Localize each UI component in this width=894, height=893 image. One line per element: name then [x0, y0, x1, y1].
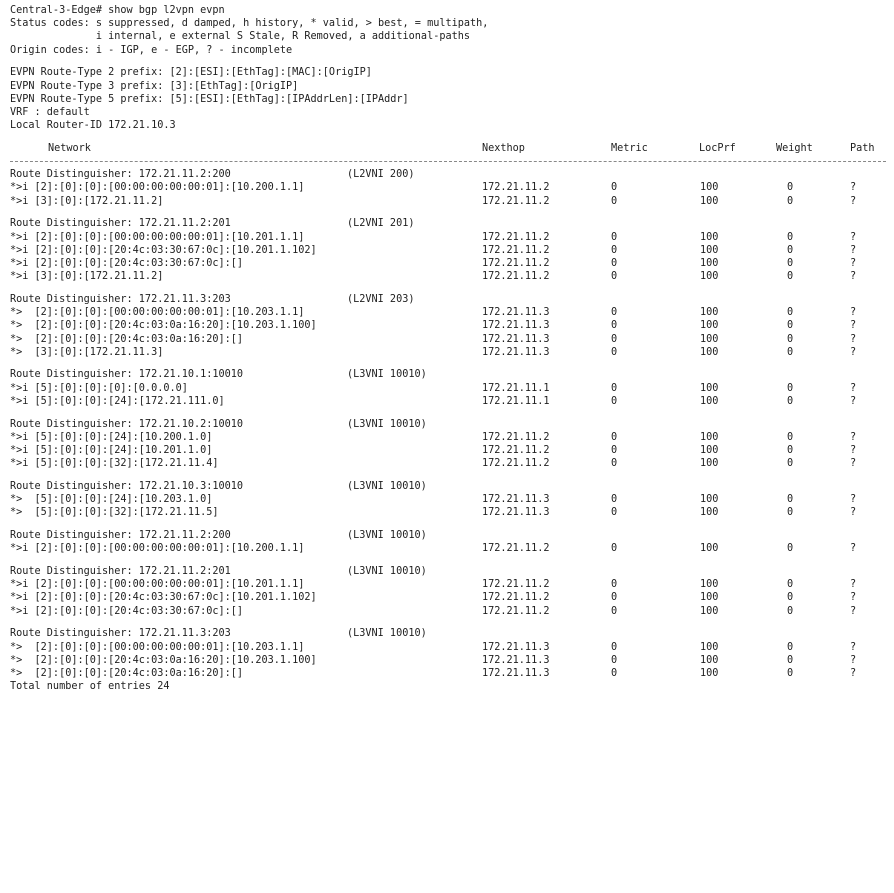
col-weight: Weight	[776, 142, 813, 154]
route-path: ?	[850, 257, 857, 269]
route-metric: 0	[611, 605, 618, 617]
vni-label: (L3VNI 10010)	[347, 628, 427, 640]
route-locprf: 100	[700, 494, 719, 506]
route-metric: 0	[611, 494, 618, 506]
route-path: ?	[850, 271, 857, 283]
route-row	[0, 346, 894, 359]
route-path: ?	[850, 320, 857, 332]
route-weight: 0	[787, 592, 794, 604]
route-metric: 0	[611, 182, 618, 194]
route-distinguisher-row	[0, 529, 894, 542]
route-distinguisher-row	[0, 217, 894, 230]
route-nexthop: 172.21.11.2	[482, 431, 550, 443]
route-weight: 0	[787, 271, 794, 283]
command-prompt	[0, 4, 894, 17]
route-metric: 0	[611, 431, 618, 443]
route-nexthop: 172.21.11.2	[482, 445, 550, 456]
route-network: *> [5]:[0]:[0]:[24]:[10.203.1.0]	[10, 494, 213, 506]
route-distinguisher: Route Distinguisher: 172.21.11.2:201	[10, 566, 231, 578]
route-path: ?	[850, 307, 857, 319]
route-row	[0, 641, 894, 654]
route-network: *>i [2]:[0]:[0]:[00:00:00:00:00:01]:[10.201.1.1]	[10, 579, 305, 591]
route-nexthop: 172.21.11.3	[482, 668, 550, 679]
route-row	[0, 244, 894, 257]
route-locprf: 100	[700, 346, 719, 358]
route-locprf: 100	[700, 320, 719, 332]
route-locprf: 100	[700, 271, 719, 283]
route-metric: 0	[611, 307, 618, 319]
route-weight: 0	[787, 182, 794, 194]
route-network: *> [2]:[0]:[0]:[20:4c:03:0a:16:20]:[]	[10, 333, 244, 345]
vni-label: (L3VNI 10010)	[347, 369, 427, 381]
route-locprf: 100	[700, 592, 719, 604]
route-row	[0, 444, 894, 457]
route-locprf: 100	[700, 244, 719, 256]
route-nexthop: 172.21.11.3	[482, 307, 550, 319]
route-distinguisher: Route Distinguisher: 172.21.11.3:203	[10, 293, 231, 305]
route-row	[0, 457, 894, 470]
route-network: *> [5]:[0]:[0]:[32]:[172.21.11.5]	[10, 507, 219, 519]
route-distinguisher: Route Distinguisher: 172.21.10.3:10010	[10, 480, 244, 492]
route-network: *>i [2]:[0]:[0]:[20:4c:03:30:67:0c]:[]	[10, 257, 244, 269]
route-metric: 0	[611, 333, 618, 345]
route-row	[0, 542, 894, 555]
route-distinguisher: Route Distinguisher: 172.21.11.2:200	[10, 530, 231, 542]
route-path: ?	[850, 592, 857, 604]
route-network: *>i [2]:[0]:[0]:[00:00:00:00:00:01]:[10.200.1.1]	[10, 182, 305, 194]
route-metric: 0	[611, 543, 618, 555]
route-nexthop: 172.21.11.1	[482, 395, 550, 407]
route-locprf: 100	[700, 382, 719, 394]
route-path: ?	[850, 382, 857, 394]
status-codes-line: Status codes: s suppressed, d damped, h history, * valid, > best, = multipath,	[10, 18, 489, 30]
vni-label: (L3VNI 10010)	[347, 530, 427, 542]
vni-label: (L2VNI 201)	[347, 218, 415, 230]
route-nexthop: 172.21.11.3	[482, 346, 550, 358]
route-row	[0, 506, 894, 519]
route-path: ?	[850, 431, 857, 443]
route-distinguisher-row	[0, 368, 894, 381]
route-nexthop: 172.21.11.2	[482, 543, 550, 555]
route-path: ?	[850, 494, 857, 506]
route-nexthop: 172.21.11.3	[482, 654, 550, 666]
route-nexthop: 172.21.11.2	[482, 257, 550, 269]
col-metric: Metric	[611, 142, 648, 154]
vni-label: (L3VNI 10010)	[347, 480, 427, 492]
route-metric: 0	[611, 579, 618, 591]
route-path: ?	[850, 231, 857, 243]
route-path: ?	[850, 654, 857, 666]
route-path: ?	[850, 543, 857, 555]
route-nexthop: 172.21.11.1	[482, 382, 550, 394]
route-path: ?	[850, 195, 857, 207]
total-entries-line: Total number of entries 24	[10, 681, 170, 693]
route-metric: 0	[611, 346, 618, 358]
route-path: ?	[850, 507, 857, 519]
route-nexthop: 172.21.11.2	[482, 195, 550, 207]
route-distinguisher-row	[0, 293, 894, 306]
route-weight: 0	[787, 668, 794, 679]
route-row	[0, 306, 894, 319]
route-network: *> [2]:[0]:[0]:[20:4c:03:0a:16:20]:[]	[10, 668, 244, 679]
route-nexthop: 172.21.11.2	[482, 458, 550, 470]
route-path: ?	[850, 244, 857, 256]
route-path: ?	[850, 579, 857, 591]
vrf-line: VRF : default	[10, 106, 90, 118]
route-nexthop: 172.21.11.3	[482, 641, 550, 653]
route-metric: 0	[611, 641, 618, 653]
route-locprf: 100	[700, 668, 719, 679]
route-metric: 0	[611, 668, 618, 679]
route-weight: 0	[787, 605, 794, 617]
route-nexthop: 172.21.11.3	[482, 507, 550, 519]
route-row	[0, 578, 894, 591]
route-locprf: 100	[700, 231, 719, 243]
route-locprf: 100	[700, 445, 719, 456]
route-metric: 0	[611, 382, 618, 394]
route-distinguisher: Route Distinguisher: 172.21.11.3:203	[10, 628, 231, 640]
col-network: Network	[48, 142, 91, 154]
router-id-line: Local Router-ID 172.21.10.3	[10, 120, 176, 132]
route-path: ?	[850, 668, 857, 679]
route-row	[0, 195, 894, 208]
route-weight: 0	[787, 346, 794, 358]
route-locprf: 100	[700, 579, 719, 591]
route-locprf: 100	[700, 333, 719, 345]
col-path: Path	[850, 142, 875, 154]
route-path: ?	[850, 445, 857, 456]
route-locprf: 100	[700, 195, 719, 207]
route-network: *>i [3]:[0]:[172.21.11.2]	[10, 195, 164, 207]
route-distinguisher-row	[0, 627, 894, 640]
route-network: *>i [2]:[0]:[0]:[20:4c:03:30:67:0c]:[10.201.1.102]	[10, 592, 317, 604]
route-locprf: 100	[700, 458, 719, 470]
route-distinguisher: Route Distinguisher: 172.21.11.2:201	[10, 218, 231, 230]
route-path: ?	[850, 333, 857, 345]
route-weight: 0	[787, 320, 794, 332]
route-table	[0, 168, 894, 680]
status-codes-line: i internal, e external S Stale, R Removed, a additional-paths	[10, 31, 471, 43]
route-row	[0, 382, 894, 395]
vni-label: (L2VNI 200)	[347, 169, 415, 181]
route-weight: 0	[787, 231, 794, 243]
route-network: *>i [5]:[0]:[0]:[24]:[172.21.111.0]	[10, 395, 225, 407]
route-nexthop: 172.21.11.2	[482, 231, 550, 243]
route-nexthop: 172.21.11.3	[482, 494, 550, 506]
route-metric: 0	[611, 257, 618, 269]
route-locprf: 100	[700, 507, 719, 519]
route-distinguisher: Route Distinguisher: 172.21.10.2:10010	[10, 418, 244, 430]
route-metric: 0	[611, 231, 618, 243]
route-row	[0, 493, 894, 506]
route-network: *> [2]:[0]:[0]:[20:4c:03:0a:16:20]:[10.203.1.100]	[10, 654, 317, 666]
route-weight: 0	[787, 382, 794, 394]
route-metric: 0	[611, 271, 618, 283]
route-network: *>i [2]:[0]:[0]:[20:4c:03:30:67:0c]:[]	[10, 605, 244, 617]
route-distinguisher-row	[0, 480, 894, 493]
route-network: *>i [2]:[0]:[0]:[00:00:00:00:00:01]:[10.200.1.1]	[10, 543, 305, 555]
route-network: *>i [5]:[0]:[0]:[24]:[10.201.1.0]	[10, 445, 213, 456]
route-weight: 0	[787, 395, 794, 407]
route-row	[0, 605, 894, 618]
route-nexthop: 172.21.11.3	[482, 320, 550, 332]
route-row	[0, 270, 894, 283]
route-path: ?	[850, 182, 857, 194]
route-network: *> [2]:[0]:[0]:[00:00:00:00:00:01]:[10.203.1.1]	[10, 641, 305, 653]
prefix-line: EVPN Route-Type 5 prefix: [5]:[ESI]:[EthTag]:[IPAddrLen]:[IPAddr]	[10, 93, 409, 105]
route-weight: 0	[787, 195, 794, 207]
col-locprf: LocPrf	[699, 142, 736, 154]
route-locprf: 100	[700, 654, 719, 666]
vni-label: (L3VNI 10010)	[347, 566, 427, 578]
route-path: ?	[850, 458, 857, 470]
route-weight: 0	[787, 445, 794, 456]
prefix-line: EVPN Route-Type 2 prefix: [2]:[ESI]:[EthTag]:[MAC]:[OrigIP]	[10, 67, 372, 79]
route-distinguisher-row	[0, 565, 894, 578]
route-row	[0, 319, 894, 332]
route-network: *>i [2]:[0]:[0]:[00:00:00:00:00:01]:[10.201.1.1]	[10, 231, 305, 243]
prompt-text: Central-3-Edge# show bgp l2vpn evpn	[10, 5, 225, 16]
prefix-line: EVPN Route-Type 3 prefix: [3]:[EthTag]:[OrigIP]	[10, 80, 299, 92]
route-weight: 0	[787, 507, 794, 519]
route-row	[0, 431, 894, 444]
route-locprf: 100	[700, 431, 719, 443]
route-nexthop: 172.21.11.3	[482, 333, 550, 345]
route-locprf: 100	[700, 257, 719, 269]
route-weight: 0	[787, 307, 794, 319]
route-locprf: 100	[700, 641, 719, 653]
route-locprf: 100	[700, 543, 719, 555]
route-row	[0, 667, 894, 680]
route-nexthop: 172.21.11.2	[482, 605, 550, 617]
route-network: *>i [2]:[0]:[0]:[20:4c:03:30:67:0c]:[10.201.1.102]	[10, 244, 317, 256]
route-network: *> [2]:[0]:[0]:[00:00:00:00:00:01]:[10.203.1.1]	[10, 307, 305, 319]
route-nexthop: 172.21.11.2	[482, 244, 550, 256]
route-weight: 0	[787, 494, 794, 506]
route-row	[0, 333, 894, 346]
route-nexthop: 172.21.11.2	[482, 579, 550, 591]
route-row	[0, 181, 894, 194]
route-weight: 0	[787, 579, 794, 591]
route-weight: 0	[787, 458, 794, 470]
route-distinguisher: Route Distinguisher: 172.21.10.1:10010	[10, 369, 244, 381]
route-metric: 0	[611, 654, 618, 666]
route-metric: 0	[611, 395, 618, 407]
route-path: ?	[850, 346, 857, 358]
route-metric: 0	[611, 195, 618, 207]
route-network: *>i [5]:[0]:[0]:[0]:[0.0.0.0]	[10, 382, 188, 394]
origin-codes-line: Origin codes: i - IGP, e - EGP, ? - incomplete	[10, 44, 293, 56]
route-locprf: 100	[700, 395, 719, 407]
route-weight: 0	[787, 333, 794, 345]
route-locprf: 100	[700, 307, 719, 319]
route-path: ?	[850, 641, 857, 653]
route-network: *>i [5]:[0]:[0]:[24]:[10.200.1.0]	[10, 431, 213, 443]
route-locprf: 100	[700, 182, 719, 194]
route-network: *> [2]:[0]:[0]:[20:4c:03:0a:16:20]:[10.203.1.100]	[10, 320, 317, 332]
route-weight: 0	[787, 257, 794, 269]
col-nexthop: Nexthop	[482, 142, 525, 154]
route-weight: 0	[787, 543, 794, 555]
route-distinguisher: Route Distinguisher: 172.21.11.2:200	[10, 169, 231, 181]
separator-line	[0, 155, 894, 168]
route-weight: 0	[787, 654, 794, 666]
route-nexthop: 172.21.11.2	[482, 271, 550, 283]
route-metric: 0	[611, 592, 618, 604]
route-row	[0, 591, 894, 604]
route-distinguisher-row	[0, 168, 894, 181]
route-row	[0, 231, 894, 244]
route-row	[0, 257, 894, 270]
vni-label: (L2VNI 203)	[347, 293, 415, 305]
route-metric: 0	[611, 507, 618, 519]
vni-label: (L3VNI 10010)	[347, 418, 427, 430]
route-weight: 0	[787, 431, 794, 443]
route-locprf: 100	[700, 605, 719, 617]
route-nexthop: 172.21.11.2	[482, 592, 550, 604]
route-metric: 0	[611, 244, 618, 256]
route-metric: 0	[611, 458, 618, 470]
route-metric: 0	[611, 445, 618, 456]
route-path: ?	[850, 605, 857, 617]
route-distinguisher-row	[0, 418, 894, 431]
route-weight: 0	[787, 244, 794, 256]
route-metric: 0	[611, 320, 618, 332]
route-network: *>i [3]:[0]:[172.21.11.2]	[10, 271, 164, 283]
route-network: *> [3]:[0]:[172.21.11.3]	[10, 346, 164, 358]
route-weight: 0	[787, 641, 794, 653]
route-path: ?	[850, 395, 857, 407]
column-header-row	[0, 142, 894, 155]
route-row	[0, 654, 894, 667]
route-network: *>i [5]:[0]:[0]:[32]:[172.21.11.4]	[10, 458, 219, 470]
route-row	[0, 395, 894, 408]
route-nexthop: 172.21.11.2	[482, 182, 550, 194]
